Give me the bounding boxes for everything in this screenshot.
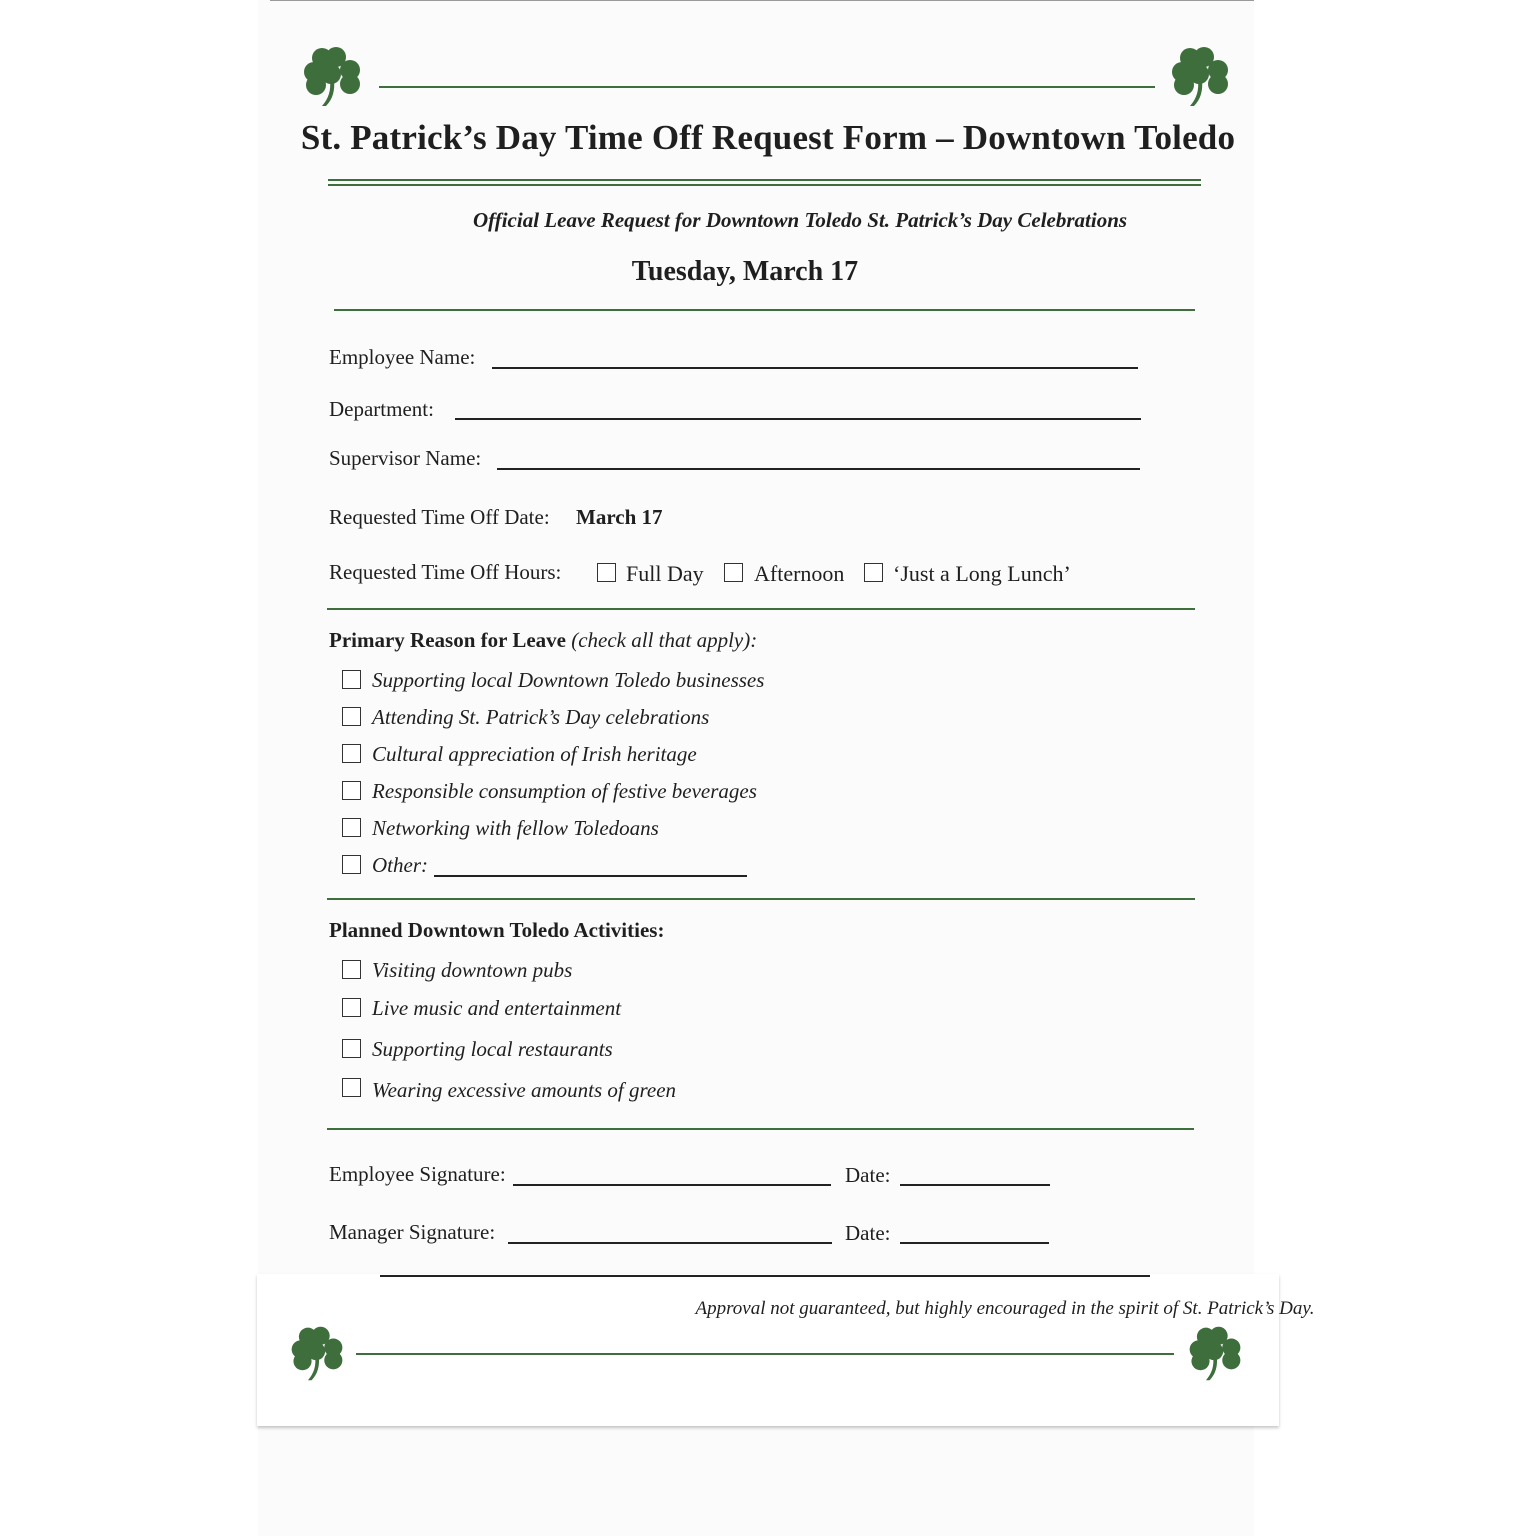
manager-signature-label: Manager Signature: — [329, 1220, 496, 1244]
reasons-heading-text: Primary Reason for Leave — [329, 628, 566, 652]
requested-date-value: March 17 — [576, 505, 663, 529]
activity-checkbox[interactable] — [342, 998, 361, 1017]
form-subtitle: Official Leave Request for Downtown Toledo St. Patrick’s Day Celebrations — [472, 208, 1128, 232]
supervisor-name-field[interactable] — [497, 468, 1140, 470]
footer-note: Approval not guaranteed, but highly encouraged in the spirit of St. Patrick’s Day. — [695, 1298, 1315, 1319]
reason-checkbox[interactable] — [342, 670, 361, 689]
shamrock-icon — [1168, 44, 1232, 108]
requested-hours-label: Requested Time Off Hours: — [329, 560, 562, 584]
activity-checkbox[interactable] — [342, 1039, 361, 1058]
section-divider — [327, 608, 1195, 610]
other-reason-label: Other: — [372, 853, 428, 877]
other-reason-checkbox[interactable] — [342, 855, 361, 874]
long-lunch-checkbox[interactable] — [864, 563, 883, 582]
shamrock-icon — [300, 44, 364, 108]
department-label: Department: — [329, 397, 434, 421]
activity-label: Supporting local restaurants — [372, 1037, 613, 1061]
activity-checkbox[interactable] — [342, 1078, 361, 1097]
activity-checkbox[interactable] — [342, 960, 361, 979]
activity-label: Visiting downtown pubs — [372, 958, 573, 982]
manager-date-label: Date: — [845, 1221, 891, 1245]
reason-checkbox[interactable] — [342, 744, 361, 763]
afternoon-label: Afternoon — [754, 561, 845, 586]
department-field[interactable] — [455, 418, 1141, 420]
activities-heading: Planned Downtown Toledo Activities: — [329, 918, 665, 942]
requested-date-label: Requested Time Off Date: — [329, 505, 550, 529]
employee-signature-field[interactable] — [513, 1184, 831, 1186]
shamrock-icon — [288, 1324, 346, 1382]
reason-label: Supporting local Downtown Toledo businesses — [372, 668, 765, 692]
reason-label: Responsible consumption of festive beverages — [372, 779, 757, 803]
title-rule-lower — [328, 184, 1201, 186]
employee-date-label: Date: — [845, 1163, 891, 1187]
long-lunch-label: ‘Just a Long Lunch’ — [893, 561, 1071, 586]
reason-checkbox[interactable] — [342, 707, 361, 726]
form-title: St. Patrick’s Day Time Off Request Form – Downtown Toledo — [300, 118, 1236, 157]
supervisor-name-label: Supervisor Name: — [329, 446, 482, 470]
reason-checkbox[interactable] — [342, 818, 361, 837]
reason-checkbox[interactable] — [342, 781, 361, 800]
top-rule — [379, 86, 1155, 88]
activity-label: Live music and entertainment — [372, 996, 622, 1020]
shamrock-icon — [1186, 1324, 1244, 1382]
reasons-heading — [329, 628, 757, 653]
reason-label: Attending St. Patrick’s Day celebrations — [372, 705, 710, 729]
title-rule-upper — [328, 179, 1201, 181]
activity-label: Wearing excessive amounts of green — [372, 1078, 677, 1102]
reason-label: Cultural appreciation of Irish heritage — [372, 742, 697, 766]
reason-label: Networking with fellow Toledoans — [372, 816, 659, 840]
manager-signature-field[interactable] — [508, 1242, 832, 1244]
event-date: Tuesday, March 17 — [631, 256, 859, 287]
manager-date-field[interactable] — [900, 1242, 1049, 1244]
bottom-rule — [356, 1353, 1174, 1355]
employee-date-field[interactable] — [900, 1184, 1050, 1186]
footer-rule — [380, 1275, 1150, 1277]
employee-signature-label: Employee Signature: — [329, 1162, 506, 1186]
footer-paper — [257, 1274, 1279, 1426]
full-day-label: Full Day — [626, 561, 704, 586]
full-day-checkbox[interactable] — [597, 563, 616, 582]
reasons-heading-note: (check all that apply): — [571, 628, 758, 652]
section-divider — [327, 1128, 1194, 1130]
employee-name-field[interactable] — [492, 367, 1138, 369]
employee-name-label: Employee Name: — [329, 345, 476, 369]
section-divider — [334, 309, 1195, 311]
section-divider — [327, 898, 1195, 900]
paper-edge — [270, 0, 1254, 1]
other-reason-field[interactable] — [434, 875, 747, 877]
afternoon-checkbox[interactable] — [724, 563, 743, 582]
